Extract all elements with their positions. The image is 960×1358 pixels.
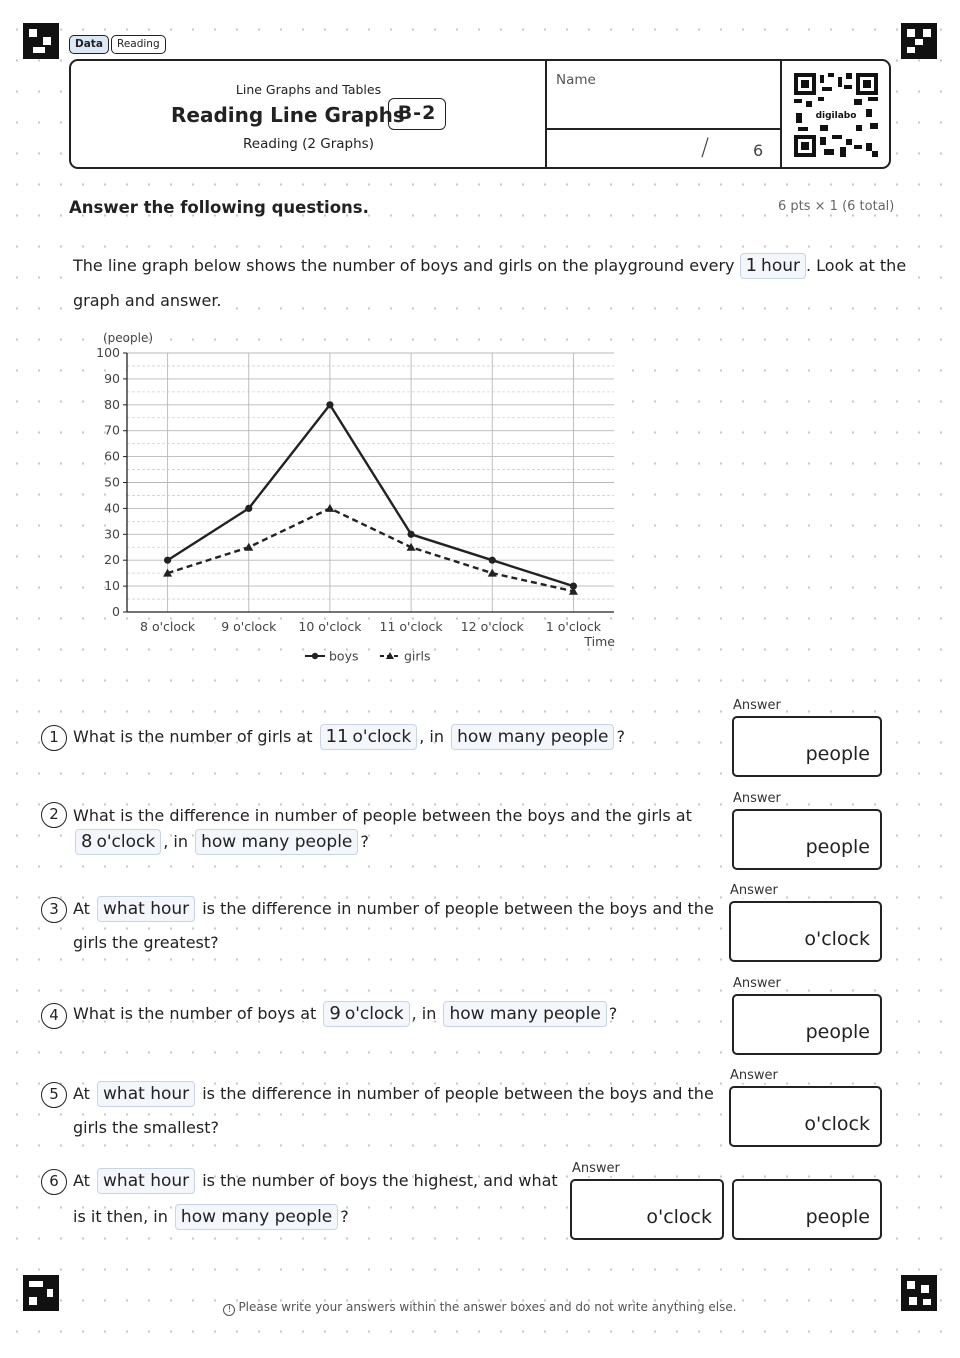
answer-label: Answer bbox=[572, 1161, 620, 1176]
answer-label: Answer bbox=[730, 1068, 778, 1083]
question-text: ? bbox=[340, 1207, 349, 1226]
answer-box-1[interactable] bbox=[732, 716, 882, 777]
keyword-box: what hour bbox=[97, 896, 195, 922]
keyword-box bbox=[320, 724, 418, 750]
info-icon: ! bbox=[223, 1304, 235, 1316]
data-point-boys bbox=[407, 531, 414, 538]
y-tick-label: 70 bbox=[104, 422, 120, 438]
question-4-text bbox=[73, 1001, 617, 1027]
question-text: is the number of boys the highest, and what bbox=[202, 1171, 558, 1190]
answer-unit: people bbox=[805, 836, 870, 858]
answer-unit: o'clock bbox=[646, 1206, 712, 1228]
answer-label: Answer bbox=[730, 883, 778, 898]
worksheet-header bbox=[69, 59, 891, 169]
y-tick-label: 60 bbox=[104, 448, 120, 464]
y-axis-label: (people) bbox=[103, 331, 154, 345]
keyword-unit: o'clock bbox=[344, 1004, 404, 1024]
question-text: ? bbox=[616, 727, 625, 746]
x-tick-label: 9 o'clock bbox=[221, 619, 277, 634]
question-number: 1 bbox=[41, 725, 67, 751]
question-text: is the difference in number of people between the boys and the bbox=[202, 1084, 714, 1103]
tag-data: Data bbox=[69, 35, 109, 54]
worksheet-subtitle: Reading (2 Graphs) bbox=[243, 136, 374, 152]
question-text: , in bbox=[163, 832, 188, 851]
line-chart bbox=[92, 326, 632, 671]
answer-unit: people bbox=[805, 1206, 870, 1228]
qr-label: digilabo bbox=[815, 111, 857, 121]
data-point-boys bbox=[326, 401, 333, 408]
keyword-unit: o'clock bbox=[96, 832, 156, 852]
legend-label-girls: girls bbox=[404, 648, 431, 664]
x-tick-label: 1 o'clock bbox=[545, 619, 601, 634]
answer-unit: people bbox=[805, 743, 870, 765]
keyword-unit: hour bbox=[761, 256, 800, 276]
question-text: is the difference in number of people between the boys and the bbox=[202, 899, 714, 918]
question-5-text-line-2: girls the smallest? bbox=[73, 1118, 219, 1137]
question-text: is it then, in bbox=[73, 1207, 168, 1226]
answer-box-6a[interactable] bbox=[570, 1179, 724, 1240]
x-axis-label: Time bbox=[584, 634, 615, 649]
x-tick-label: 12 o'clock bbox=[460, 619, 524, 634]
question-3-text bbox=[73, 896, 714, 922]
answer-box-3[interactable] bbox=[729, 901, 882, 962]
instructions: Answer the following questions. bbox=[69, 198, 369, 217]
question-text: , in bbox=[419, 727, 445, 746]
answer-box-4[interactable] bbox=[732, 994, 882, 1055]
question-6-text-line-2 bbox=[73, 1204, 349, 1230]
keyword-number: 9 bbox=[329, 1003, 341, 1024]
answer-unit: o'clock bbox=[804, 1113, 870, 1135]
keyword-box bbox=[740, 253, 806, 279]
question-number: 6 bbox=[41, 1169, 67, 1195]
question-number: 5 bbox=[41, 1082, 67, 1108]
corner-marker-top-left bbox=[23, 23, 59, 59]
keyword-box: how many people bbox=[195, 829, 358, 855]
divider bbox=[780, 61, 782, 167]
answer-label: Answer bbox=[733, 698, 781, 713]
answer-label: Answer bbox=[733, 791, 781, 806]
intro-text: The line graph below shows the number of boys and girls on the playground every bbox=[73, 256, 735, 275]
qr-code-icon bbox=[794, 73, 878, 157]
divider bbox=[546, 128, 781, 130]
question-text: ? bbox=[608, 1004, 618, 1023]
answer-box-6b[interactable] bbox=[732, 1179, 882, 1240]
question-number: 3 bbox=[41, 897, 67, 923]
x-tick-label: 8 o'clock bbox=[140, 619, 196, 634]
keyword-box: what hour bbox=[97, 1168, 195, 1194]
score-total: 6 bbox=[753, 141, 764, 160]
question-number: 2 bbox=[41, 802, 67, 828]
keyword-box bbox=[75, 829, 161, 855]
legend-marker-boys bbox=[312, 653, 318, 659]
level-badge: B-2 bbox=[388, 98, 446, 130]
y-tick-label: 30 bbox=[104, 526, 120, 542]
question-text: At bbox=[73, 1084, 90, 1103]
keyword-box: what hour bbox=[97, 1081, 195, 1107]
keyword-number: 8 bbox=[81, 831, 93, 852]
keyword-unit: o'clock bbox=[352, 727, 412, 747]
question-text: At bbox=[73, 1171, 90, 1190]
divider bbox=[545, 61, 547, 167]
x-tick-label: 10 o'clock bbox=[298, 619, 362, 634]
keyword-box: how many people bbox=[175, 1204, 338, 1230]
y-tick-label: 100 bbox=[96, 345, 120, 360]
y-tick-label: 80 bbox=[104, 396, 120, 412]
y-tick-label: 0 bbox=[112, 604, 120, 619]
keyword-box: how many people bbox=[443, 1001, 606, 1027]
footer-note bbox=[0, 1300, 960, 1316]
intro-line-1 bbox=[73, 253, 906, 279]
question-text: What is the number of girls at bbox=[73, 727, 313, 746]
question-text: ? bbox=[360, 832, 369, 851]
y-tick-label: 50 bbox=[104, 474, 120, 490]
points-info: 6 pts × 1 (6 total) bbox=[778, 199, 895, 214]
tag-reading: Reading bbox=[111, 35, 166, 54]
answer-unit: people bbox=[805, 1021, 870, 1043]
data-point-boys bbox=[164, 557, 171, 564]
answer-box-2[interactable] bbox=[732, 809, 882, 870]
data-point-boys bbox=[245, 505, 252, 512]
question-6-text bbox=[73, 1168, 558, 1194]
question-1-text bbox=[73, 724, 625, 750]
y-tick-label: 90 bbox=[104, 370, 120, 386]
footer-text: Please write your answers within the answer boxes and do not write anything else. bbox=[238, 1300, 737, 1314]
name-field-label: Name bbox=[556, 72, 596, 88]
keyword-number: 1 bbox=[745, 255, 758, 276]
question-3-text-line-2: girls the greatest? bbox=[73, 933, 219, 952]
question-5-text bbox=[73, 1081, 714, 1107]
question-text: , in bbox=[411, 1004, 437, 1023]
y-tick-label: 40 bbox=[104, 500, 120, 516]
worksheet-title: Reading Line Graphs bbox=[171, 103, 405, 127]
worksheet-category: Line Graphs and Tables bbox=[235, 82, 382, 97]
intro-text: . Look at the bbox=[806, 256, 907, 275]
answer-label: Answer bbox=[733, 976, 781, 991]
y-tick-label: 10 bbox=[104, 578, 120, 594]
score-slash: / bbox=[701, 133, 710, 161]
keyword-box: how many people bbox=[451, 724, 614, 750]
question-2-text-line-2 bbox=[73, 829, 369, 855]
keyword-box bbox=[323, 1001, 409, 1027]
corner-marker-top-right bbox=[901, 23, 937, 59]
intro-line-2: graph and answer. bbox=[73, 291, 222, 310]
legend-label-boys: boys bbox=[329, 648, 359, 664]
x-tick-label: 11 o'clock bbox=[379, 619, 443, 634]
question-2-text: What is the difference in number of people between the boys and the girls at bbox=[73, 806, 692, 825]
answer-box-5[interactable] bbox=[729, 1086, 882, 1147]
question-number: 4 bbox=[41, 1003, 67, 1029]
answer-unit: o'clock bbox=[804, 928, 870, 950]
y-tick-label: 20 bbox=[104, 552, 120, 568]
question-text: What is the number of boys at bbox=[73, 1004, 317, 1023]
data-point-boys bbox=[489, 557, 496, 564]
question-text: At bbox=[73, 899, 90, 918]
keyword-number: 11 bbox=[325, 726, 349, 747]
